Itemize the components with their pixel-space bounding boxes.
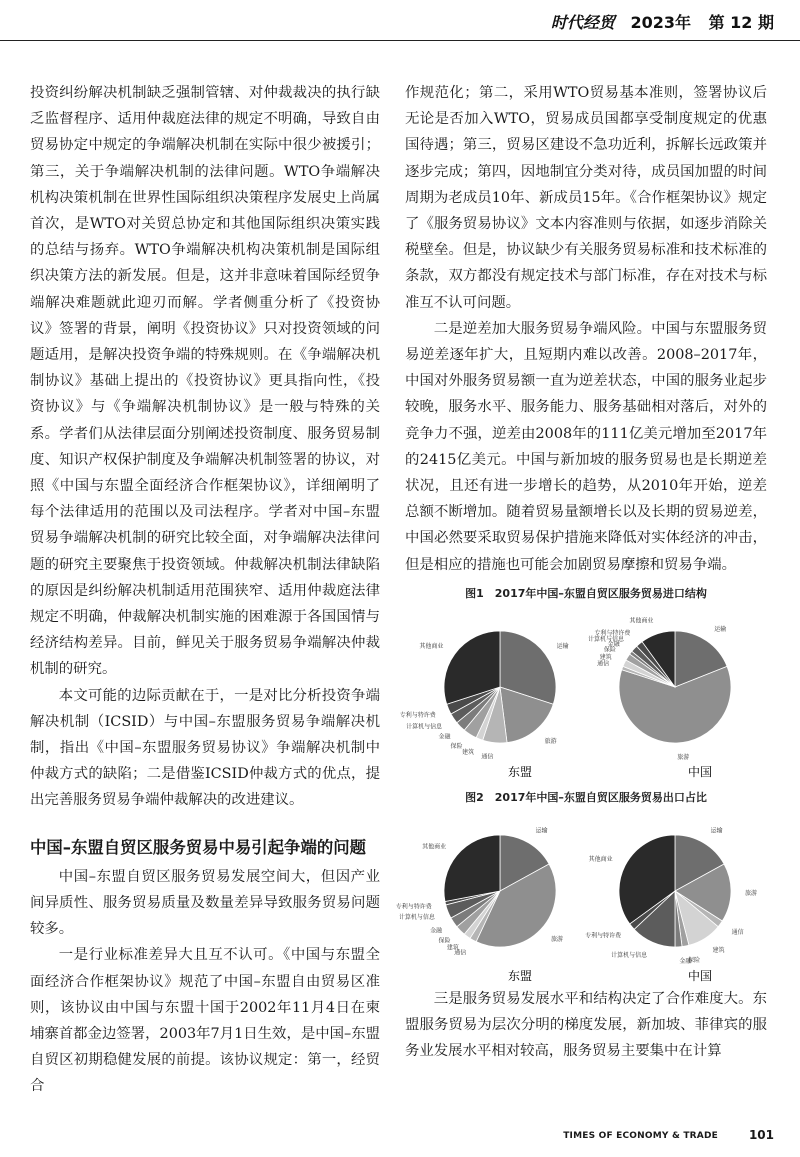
figure-2-title: 图2 2017年中国–东盟自贸区服务贸易出口占比 (465, 790, 707, 804)
pie-label: 计算机与信息 (611, 952, 648, 960)
pie-label: 旅游 (544, 737, 557, 745)
pie-label: 金融 (438, 733, 451, 741)
pie-label: 保险 (438, 937, 451, 945)
figure-1 (399, 586, 767, 782)
pie-label: 其他商业 (629, 617, 654, 625)
pie-label: 旅游 (551, 935, 564, 943)
pie-label: 专利与特许费 (594, 629, 631, 637)
left-column (30, 80, 380, 1100)
figure-1-right-label: 中国 (687, 764, 713, 779)
paragraph: 一是行业标准差异大且互不认可。《中国与东盟全面经济合作框架协议》规范了中国–东盟自由贸易区准则，该协议由中国与东盟十国于2002年11月4日在柬埔寨首都金边签署，2003年7月1日生效，是中国–东盟自贸区初期稳健发展的前提。该协议规定：第一，经贸合 (30, 947, 380, 1095)
journal-brand: 时代经贸 (550, 13, 615, 32)
pie-label: 金融 (430, 927, 443, 935)
pie-label: 计算机与信息 (398, 913, 435, 921)
pie-label: 其他商业 (422, 843, 447, 851)
pie-label: 建筑 (446, 944, 459, 952)
pie-label: 旅游 (745, 890, 758, 898)
paragraph: 本文可能的边际贡献在于，一是对比分析投资争端解决机制（ICSID）与中国–东盟服务贸易争端解决机制，指出《中国–东盟服务贸易协议》争端解决机制中仲裁方式的缺陷；二是借鉴ICSID仲裁方式的优点，提出完善服务贸易争端仲裁解决的改进建议。 (30, 687, 380, 809)
pie-label: 运输 (714, 625, 727, 633)
paragraph: 投资纠纷解决机制缺乏强制管辖、对仲裁裁决的执行缺乏监督程序、适用仲裁庭法律的规定不明确，导致自由贸易协定中规定的争端解决机制在实际中很少被援引；第三，关于争端解决机制的法律问题。WTO争端解决机构决策机制在世界性国际组织决策程序发展史上尚属首次，是WTO对关贸总协定和其他国际组织决策实践的总结与扬弃。WTO争端解决机构决策机制是国际组织决策方法的新发展。但是，这并非意味着国际经贸争端解决难题就此迎刃而解。学者侧重分析了《投资协议》签署的背景，阐明《投资协议》只对投资领域的问题适用，是解决投资争端的特殊规则。在《争端解决机制协议》基础上提出的《投资协议》更具指向性，《投资协议》与《争端解决机制协议》是一般与特殊的关系。学者们从法律层面分别阐述投资制度、服务贸易制度、知识产权保护制度及争端解决机制签署的协议，对照《中国与东盟全面经济合作框架协议》，详细阐明了每个法律适用的范围以及司法程序。学者对中国–东盟贸易争端解决机制的研究比较全面，对争端解决法律问题的研究主要聚焦于投资领域。仲裁解决机制法律缺陷的原因是纠纷解决机制适用范围狭窄、适用仲裁庭法律规定不明确，仲裁解决机制实施的困难源于各国国情与经济结构差异。目前，鲜见关于服务贸易争端解决仲裁机制的研究。 (30, 85, 380, 678)
paragraph: 二是逆差加大服务贸易争端风险。中国与东盟服务贸易逆差逐年扩大，且短期内难以改善。2008–2017年，中国对外服务贸易额一直为逆差状态，中国的服务业起步较晚，服务水平、服务能力、服务基础相对落后，对外的竞争力不强，逆差由2008年的111亿美元增加至2017年的2415亿美元。中国与新加坡的服务贸易也是长期逆差状况，且还有进一步增长的趋势，从2010年开始，逆差总额不断增加。随着贸易量额增长以及长期的贸易逆差，中国必然要采取贸易保护措施来降低对实体经济的冲击，但是相应的措施也可能会加剧贸易摩擦和贸易争端。 (405, 320, 767, 573)
pie-label: 金融 (679, 957, 692, 965)
paragraph: 中国–东盟自贸区服务贸易发展空间大，但因产业间异质性、服务贸易质量及数量差异导致服务贸易问题较多。 (30, 868, 380, 938)
pie-label: 保险 (450, 742, 463, 750)
page-header (0, 0, 800, 42)
section-heading: 中国–东盟自贸区服务贸易中易引起争端的问题 (30, 837, 367, 857)
pie-label: 建筑 (712, 946, 725, 954)
page-number: 101 (748, 1128, 774, 1142)
pie-label: 计算机与信息 (587, 635, 624, 643)
figure-1-title: 图1 2017年中国–东盟自贸区服务贸易进口结构 (465, 586, 707, 600)
figure-2 (395, 790, 767, 986)
page-footer (0, 1127, 800, 1151)
right-column (395, 80, 767, 1064)
footer-journal: TIMES OF ECONOMY & TRADE (563, 1131, 718, 1141)
pie-label: 专利与特许费 (585, 932, 622, 940)
figure-1-chart (399, 602, 767, 782)
pie-label: 建筑 (462, 748, 475, 756)
pie-label: 其他商业 (419, 642, 444, 650)
pie-label: 保险 (688, 956, 701, 964)
pie-label: 旅游 (677, 753, 690, 761)
pie-label: 通信 (454, 949, 467, 957)
figure-2-right-label: 中国 (687, 968, 713, 983)
pie-slice-其他商业 (444, 835, 500, 901)
figure-2-chart (395, 806, 767, 986)
pie-label: 运输 (710, 827, 723, 835)
pie-label: 运输 (535, 827, 548, 835)
pie-label: 通信 (481, 753, 494, 761)
issue-year: 2023年 (630, 13, 691, 32)
pie-label: 保险 (603, 646, 616, 654)
issue-number: 第 12 期 (708, 13, 774, 32)
pie-label: 运输 (556, 642, 569, 650)
pie-label: 计算机与信息 (406, 723, 443, 731)
journal-header (551, 10, 774, 33)
paragraph: 作规范化；第二，采用WTO贸易基本准则，签署协议后无论是否加入WTO，贸易成员国都享受制度规定的优惠国待遇；第三，贸易区建设不急功近利，拆解长远政策并逐步完成；第四，因地制宜分类对待，成员国加盟的时间周期为老成员10年、新成员15年。《合作框架协议》规定了《服务贸易协议》文本内容准则与依据，如逐步消除关税壁垒。但是，协议缺少有关服务贸易标准和技术标准的条款，双方都没有规定技术与部门标准，存在对技术与标准互不认可问题。 (405, 85, 767, 311)
figure-2-left-label: 东盟 (507, 968, 533, 983)
pie-label: 专利与特许费 (399, 711, 436, 719)
pie-label: 建筑 (599, 654, 612, 662)
pie-label: 金融 (607, 640, 620, 648)
header-rule (0, 40, 800, 41)
figure-1-left-label: 东盟 (507, 764, 533, 779)
paragraph: 三是服务贸易发展水平和结构决定了合作难度大。东盟服务贸易为层次分明的梯度发展，新加坡、菲律宾的服务业发展水平相对较高，服务贸易主要集中在计算 (405, 990, 767, 1060)
pie-label: 其他商业 (588, 856, 613, 864)
pie-label: 通信 (731, 928, 744, 936)
pie-label: 专利与特许费 (395, 903, 432, 911)
pie-label: 通信 (597, 660, 610, 668)
